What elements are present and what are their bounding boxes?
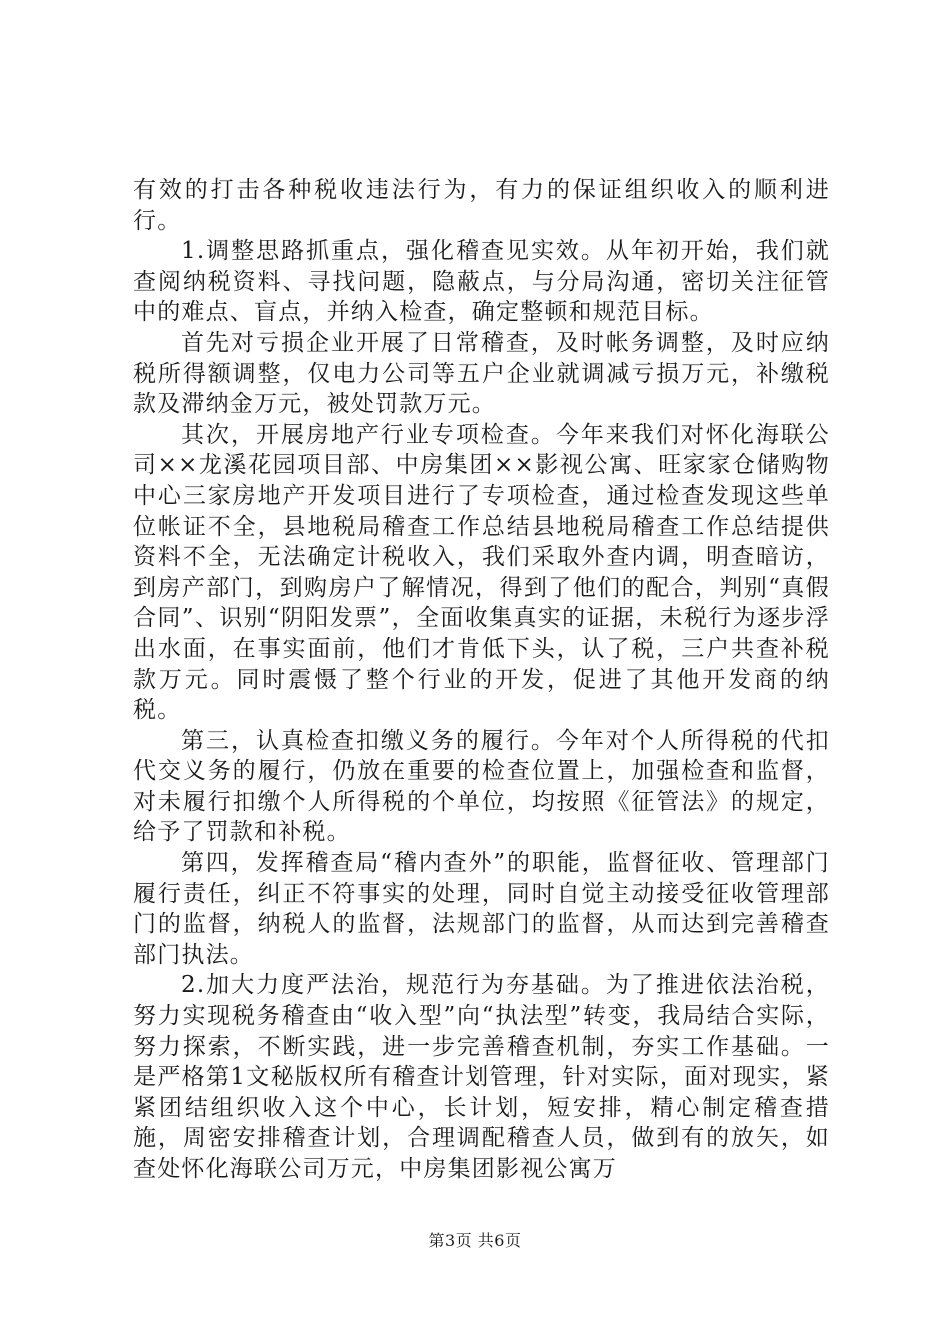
paragraph-5: 第三，认真检查扣缴义务的履行。今年对个人所得税的代扣代交义务的履行，仍放在重要的检查位置上，加强检查和监督，对未履行扣缴个人所得税的个单位，均按照《征管法》的规定，给予了罚款和补税。 [133,727,830,846]
paragraph-4: 其次，开展房地产行业专项检查。今年来我们对怀化海联公司××龙溪花园项目部、中房集团××影视公寓、旺家家仓储购物中心三家房地产开发项目进行了专项检查，通过检查发现这些单位帐证不全，县地税局稽查工作总结县地税局稽查工作总结提供资料不全，无法确定计税收入，我们采取外查内调，明查暗访，到房产部门，到购房户了解情况，得到了他们的配合，判别“真假合同”、识别“阴阳发票”，全面收集真实的证据，未税行为逐步浮出水面，在事实面前，他们才肯低下头，认了税，三户共查补税款万元。同时震慑了整个行业的开发，促进了其他开发商的纳税。 [133,421,830,724]
paragraph-7: 2.加大力度严法治，规范行为夯基础。为了推进依法治税，努力实现税务稽查由“收入型”向“执法型”转变，我局结合实际，努力探索，不断实践，进一步完善稽查机制，夯实工作基础。一是严格第1文秘版权所有稽查计划管理，针对实际，面对现实，紧紧团结组织收入这个中心，长计划，短安排，精心制定稽查措施，周密安排稽查计划，合理调配稽查人员，做到有的放矢，如查处怀化海联公司万元，中房集团影视公寓万 [133,972,830,1182]
page-number-footer: 第3页 共6页 [428,1231,522,1250]
paragraph-3: 首先对亏损企业开展了日常稽查，及时帐务调整，及时应纳税所得额调整，仅电力公司等五户企业就调减亏损万元，补缴税款及滞纳金万元，被处罚款万元。 [133,329,830,418]
paragraph-2: 1.调整思路抓重点，强化稽查见实效。从年初开始，我们就查阅纳税资料、寻找问题，隐蔽点，与分局沟通，密切关注征管中的难点、盲点，并纳入检查，确定整顿和规范目标。 [133,238,830,326]
paragraph-1: 有效的打击各种税收违法行为，有力的保证组织收入的顺利进行。 [133,177,830,234]
paragraph-6: 第四，发挥稽查局“稽内查外”的职能，监督征收、管理部门履行责任，纠正不符事实的处理，同时自觉主动接受征收管理部门的监督，纳税人的监督，法规部门的监督，从而达到完善稽查部门执法。 [133,850,830,968]
document-body [133,175,830,1185]
